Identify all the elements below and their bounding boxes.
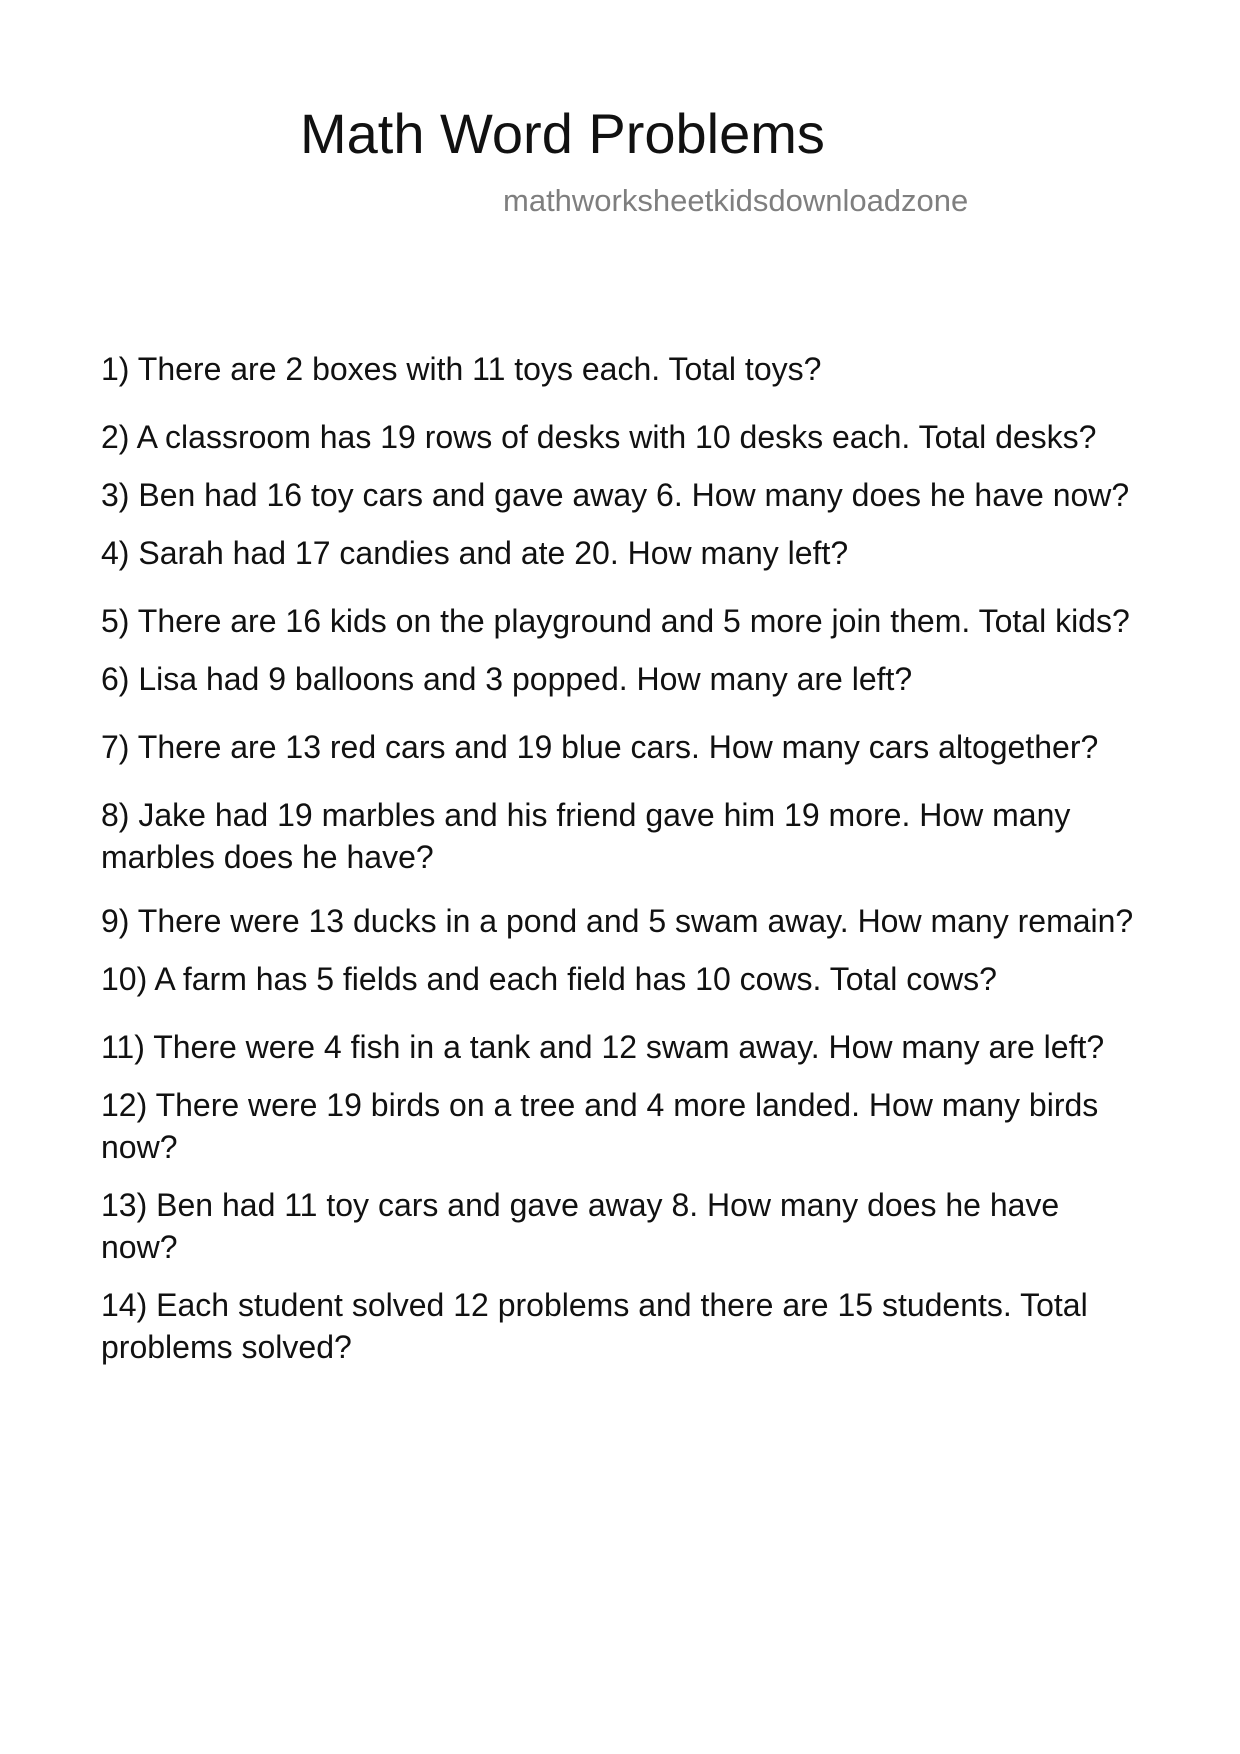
problem-item: 7) There are 13 red cars and 19 blue cars. How many cars altogether? xyxy=(101,729,1099,765)
problem-item: 4) Sarah had 17 candies and ate 20. How many left? xyxy=(101,535,849,571)
problem-item: 2) A classroom has 19 rows of desks with 10 desks each. Total desks? xyxy=(101,419,1097,455)
problem-item: 12) There were 19 birds on a tree and 4 more landed. How many birds now? xyxy=(101,1087,1099,1165)
problem-item: 1) There are 2 boxes with 11 toys each. Total toys? xyxy=(101,351,822,387)
problem-item: 10) A farm has 5 fields and each field has 10 cows. Total cows? xyxy=(101,961,997,997)
problem-item: 8) Jake had 19 marbles and his friend gave him 19 more. How many marbles does he have? xyxy=(101,797,1071,875)
problem-item: 13) Ben had 11 toy cars and gave away 8. How many does he have now? xyxy=(101,1187,1060,1265)
problem-item: 11) There were 4 fish in a tank and 12 swam away. How many are left? xyxy=(101,1029,1105,1065)
page-subtitle: mathworksheetkidsdownloadzone xyxy=(503,183,969,218)
problem-item: 9) There were 13 ducks in a pond and 5 swam away. How many remain? xyxy=(101,903,1134,939)
problem-list xyxy=(101,348,1141,1368)
page-title: Math Word Problems xyxy=(300,102,825,165)
problem-item: 5) There are 16 kids on the playground and 5 more join them. Total kids? xyxy=(101,603,1130,639)
problem-item: 14) Each student solved 12 problems and there are 15 students. Total problems solved? xyxy=(101,1287,1088,1365)
problem-item: 6) Lisa had 9 balloons and 3 popped. How many are left? xyxy=(101,661,913,697)
problem-item: 3) Ben had 16 toy cars and gave away 6. How many does he have now? xyxy=(101,477,1130,513)
